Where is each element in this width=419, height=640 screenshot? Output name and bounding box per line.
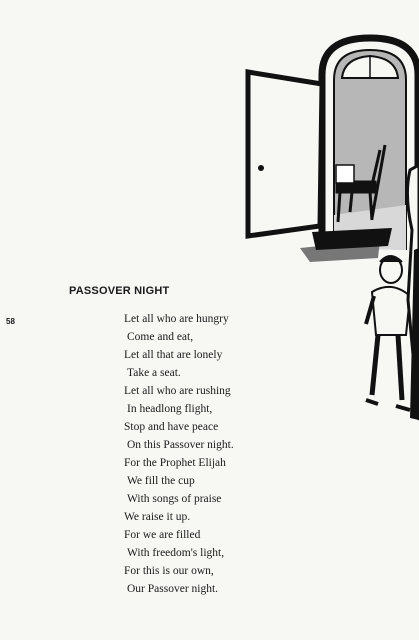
poem-line: Let all who are rushing xyxy=(124,385,231,397)
poem-line: Come and eat, xyxy=(127,331,194,343)
page-title: PASSOVER NIGHT xyxy=(69,285,170,297)
poem-line: Let all who are hungry xyxy=(124,313,229,325)
poem-line: In headlong flight, xyxy=(127,403,213,415)
poem-line: We raise it up. xyxy=(124,511,191,523)
poem xyxy=(124,310,294,598)
poem-line: Stop and have peace xyxy=(124,421,219,433)
poem-line: For the Prophet Elijah xyxy=(124,457,226,469)
poem-line: With songs of praise xyxy=(127,493,222,505)
door-knob xyxy=(258,165,264,171)
poem-line: Take a seat. xyxy=(127,367,181,379)
poem-line: We fill the cup xyxy=(127,475,195,487)
child-figure xyxy=(366,256,410,410)
poem-line: For we are filled xyxy=(124,529,201,541)
poem-line: On this Passover night. xyxy=(127,439,234,451)
poem-line: Let all that are lonely xyxy=(124,349,223,361)
door-panel xyxy=(248,72,322,236)
poem-line: For this is our own, xyxy=(124,565,214,577)
poem-line: With freedom's light, xyxy=(127,547,225,559)
poem-line: Our Passover night. xyxy=(127,583,219,595)
page-number: 58 xyxy=(6,317,15,326)
